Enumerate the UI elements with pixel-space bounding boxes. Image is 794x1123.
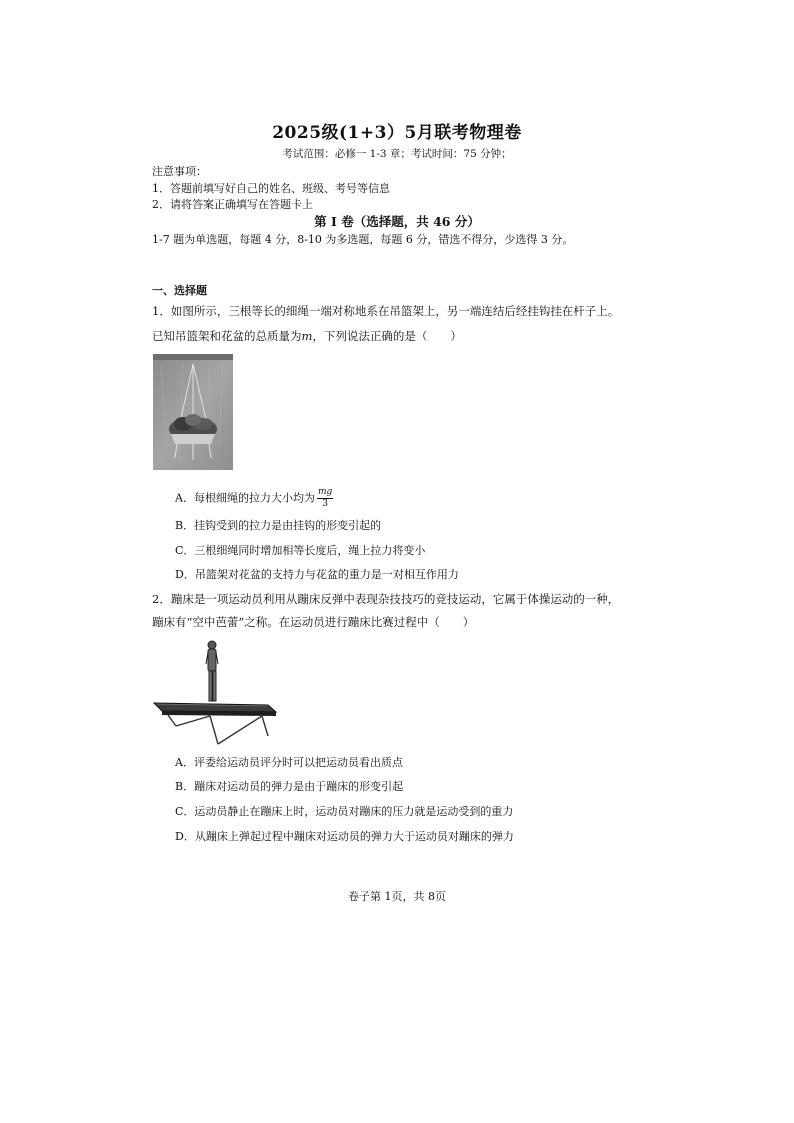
q2-option-b: B．蹦床对运动员的弹力是由于蹦床的形变引起: [175, 780, 404, 793]
part-heading: 一、选择题: [152, 284, 207, 297]
q1-option-b: B．挂钩受到的拉力是由挂钩的形变引起的: [175, 519, 382, 532]
exam-title: 2025级(1+3）5月联考物理卷: [272, 123, 522, 143]
q1-option-d: D．吊篮架对花盆的支持力与花盆的重力是一对相互作用力: [175, 568, 459, 581]
fraction-denominator: 3: [322, 499, 328, 509]
exam-scope: 考试范围：必修一 1-3 章；考试时间：75 分钟；: [282, 148, 512, 160]
note-item-1: 1．答题前填写好自己的姓名、班级、考号等信息: [152, 182, 390, 195]
q1-option-c: C．三根细绳同时增加相等长度后，绳上拉力将变小: [175, 544, 426, 557]
q1-option-a-text: A．每根细绳的拉力大小均为: [175, 491, 315, 505]
hanging-basket-image: [153, 354, 233, 470]
q2-option-d: D．从蹦床上弹起过程中蹦床对运动员的弹力大于运动员对蹦床的弹力: [175, 830, 514, 843]
q2-option-c: C．运动员静止在蹦床上时，运动员对蹦床的压力就是运动受到的重力: [175, 805, 514, 818]
question-1-line-1: 1．如图所示，三根等长的细绳一端对称地系在吊篮架上，另一端连结后经挂钩挂在杆子上。: [152, 304, 620, 318]
question-2-line-1: 2．蹦床是一项运动员利用从蹦床反弹中表现杂技技巧的竞技运动，它属于体操运动的一种，: [152, 592, 620, 606]
q1-option-a: [175, 488, 333, 509]
question-1-line-2: [152, 328, 462, 344]
page-footer: 卷子第 1页，共 8页: [348, 890, 446, 903]
trampoline-image: [150, 636, 278, 746]
fraction: [317, 488, 333, 509]
question-1-stem-b: ，下列说法正确的是（ ）: [312, 329, 462, 343]
note-item-2: 2．请将答案正确填写在答题卡上: [152, 198, 313, 211]
section-title: 第 I 卷（选择题，共 46 分）: [314, 214, 480, 229]
q2-option-a: A．评委给运动员评分时可以把运动员看出质点: [175, 756, 403, 769]
question-2-line-2: 蹦床有“空中芭蕾”之称。在运动员进行蹦床比赛过程中（ ）: [152, 615, 475, 629]
fraction-numerator: mg: [317, 487, 333, 497]
mass-variable: m: [301, 329, 313, 343]
question-1-stem-a: 已知吊篮架和花盆的总质量为: [152, 329, 302, 343]
notes-heading: 注意事项：: [152, 165, 207, 178]
scoring-rule: 1-7 题为单选题，每题 4 分，8-10 为多选题，每题 6 分，错选不得分，少选得 3 分。: [152, 233, 574, 246]
